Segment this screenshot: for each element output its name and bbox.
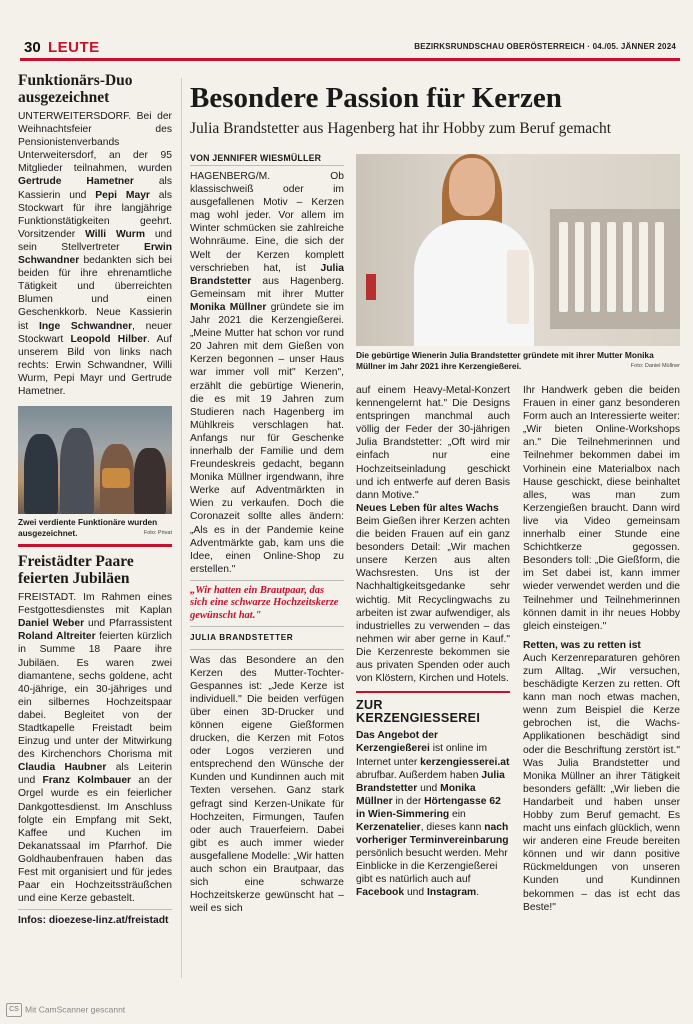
byline-rule (190, 165, 344, 166)
article2-title: Freistädter Paare feierten Jubiläen (18, 553, 134, 588)
candle (639, 222, 648, 312)
candle (575, 222, 584, 312)
article1-photo (18, 406, 172, 514)
person-head (449, 158, 495, 216)
info-rule (18, 909, 172, 910)
col2-subheading: Neues Leben für altes Wachs (356, 502, 499, 514)
main-photo (356, 154, 680, 346)
paper-name-date: BEZIRKSRUNDSCHAU OBERÖSTERREICH · 04./05. JÄNNER 2024 (414, 42, 676, 51)
info-box-body: Das Angebot der Kerzengießerei ist online im Internet unter kerzengiesserei.at abrufbar. Außerdem haben Julia Brandstetter und Monika Müllner in der Hörtengasse 62 in Wien-Simmering ein Kerzenatelier, dieses kann nach vorheriger Terminvereinbarung persönlich besucht werden. Mehr Einblicke in die Kerzengießerei gibt es natürlich auch auf Facebook und Instagram. (356, 730, 510, 899)
person-figure (134, 448, 166, 514)
quote-rule-bottom (190, 626, 344, 627)
main-photo-credit: Foto: Daniel Müllner (630, 362, 680, 369)
candle (591, 222, 600, 312)
article1-body: UNTERWEITERSDORF. Bei der Weihnachtsfeier des Pensionistenverbands Unterweitersdorf, an der 95 Mitglieder teilnahmen, wurden Gertrude Hametner als Kassierin und Pepi Mayr als Stockwart für ihre langjährige Funktionstätigkeiten geehrt. Vorsitzender Willi Wurm und sein Stellvertreter Erwin Schwandner bedankten sich bei beiden für ihre ehrenamtliche Tätigkeit und überreichten Blumen und einen Geschenkkorb. Neue Kassierin ist Inge Schwandner, neuer Stockwart Leopold Hilber. Auf unserem Bild von links nach rechts: Erwin Schwandner, Willi Wurm, Pepi Mayr und Gertrude Hametner. (18, 111, 172, 397)
scanner-watermark (6, 1003, 125, 1017)
article-divider (18, 544, 172, 547)
pull-quote: „Wir hatten ein Brautpaar, das sich eine schwarze Hochzeitskerze gewünscht hat." (190, 584, 339, 621)
candle (559, 222, 568, 312)
quote-author-rule (190, 649, 344, 650)
watermark-text: Mit CamScanner gescannt (25, 1004, 126, 1015)
article1-photo-credit: Foto: Privat (143, 529, 172, 536)
section-title: LEUTE (48, 39, 100, 56)
main-photo-caption: Die gebürtige Wienerin Julia Brandstetter gründete mit ihrer Mutter Monika Müllner im Jahr 2021 ihre Kerzengießerei. Foto: Daniel Müllner (356, 350, 680, 371)
byline: VON JENNIFER WIESMÜLLER (190, 153, 322, 163)
gift-basket (102, 468, 130, 488)
box-rule (356, 691, 510, 693)
main-column-3 (523, 384, 680, 914)
article2-info-link[interactable]: Infos: dioezese-linz.at/freistadt (18, 915, 169, 927)
main-subheadline: Julia Brandstetter aus Hagenberg hat ihr Hobby zum Beruf gemacht (190, 120, 612, 137)
candle (607, 222, 616, 312)
main-col3-text-b: Auch Kerzenreparaturen gehören zum Alltag. „Wir versuchen, beschädigte Kerzen zu retten. Oft kann man noch etwas machen, wenn zum Beispiel die Kerze gebrochen ist, die Wachs-Applikationen beschädigt sind oder die Beschriftung zerstört ist." Was Julia Brandstetter und Monika Müllner an ihrer Tätigkeit besonders gefällt: „Wir lieben die Handarbeit und haben unser Hobby zum Beruf gemacht. Es macht uns einfach glücklich, wenn wir anderen eine Freude bereiten können und wir dann positive Rückmeldungen von unseren Kunden und Kundinnen bekommen – das ist echt das Beste!" (523, 652, 680, 913)
main-col1-text-a: HAGENBERG/M. Ob klassischweiß oder im ausgefallenen Motiv – Kerzen mag wohl jeder. Vor allem im Winter schmücken sie zahlreiche Wohnräume. Eine, die sich der Welt der Kerzen komplett verschrieben hat, ist Julia Brandstetter aus Hagenberg. Gemeinsam mit ihrer Mutter Monika Müllner gründete sie im Jahr 2021 die Kerzengießerei. „Meine Mutter hat schon vor rund 20 Jahren mit dem Gießen von Kerzen begonnen – unser Haus war immer voll mit" Kerzen", erzählt die gebürtige Wienerin, die es mit 19 Jahren zum Studieren nach Hagenberg im Mühlkreis verschlagen hat. Anfangs nur für Geschenke innerhalb der Familie und dem Freundeskreis gedacht, begann Monika Müllner irgendwann, ihre Werke auf Adventmärkten in Wien zu verkaufen. Doch die Coronazeit sollte alles ändern: „Als es in der Pandemie keine Adventmärkte gab, kam uns die Idee, einen Online-Shop zu erstellen." (190, 171, 344, 575)
page-header (14, 40, 680, 56)
red-can (366, 274, 376, 300)
main-col3-text-a: Ihr Handwerk geben die beiden Frauen in einer ganz besonderen Form auch an Interessierte weiter: „Wir bieten Online-Workshops an." Die Teilnehmerinnen und Teilnehmer bekommen dabei im Vorhinein eine Materialbox nach Hause geschickt, diese beinhaltet alles, was man zum Kerzengießen braucht. Dann wird live via Video gemeinsam innerhalb einer Stunde eine Schichtkerze gegossen. Besonders toll: „Die Gießform, die im Set dabei ist, kann immer wieder verwendet werden und die Teilnehmer und Teilnehmerinnen können damit in ihr neues Hobby gleich einsteigen." (523, 385, 680, 632)
article1-title: Funktionärs-Duo ausgezeichnet (18, 72, 133, 106)
candle (655, 222, 664, 312)
main-col1-text-b: Was das Besondere an den Kerzen des Mutter-Tochter-Gespannes ist: „Jede Kerze ist individuell." Die beiden verfügen über einen 3D-Drucker und können eigene Gießformen drucken, die Kerzen mit Fotos oder Logos verzieren und entsprechend den Wünsche der Kunden und Kundinnen auch mit Texten versehen. Ganz stark gefragt sind Kerzen-Unikate für Hochzeiten, Firmungen, Taufen oder auch Trauerfeiern. Dabei gibt es auch immer wieder ausgefallene Modelle: „Wir hatten auch schon ein Brautpaar, das sich eine schwarze Hochzeitskerze gewünscht hat – weil es sich (190, 654, 344, 915)
main-col2-text-a: auf einem Heavy-Metal-Konzert kennengelernt hat." Die Designs entspringen manchmal auch völlig der Feder der 30-jährigen Julia Brandstetter: „Oft wird mir einfach nur eine Hochzeitseinladung geschickt und ich entwerfe auf deren Basis dann Motive." (356, 385, 510, 501)
main-col2-text-b: Beim Gießen ihrer Kerzen achten die beiden Frauen auf ein ganz besonders Detail: „Wir machen unsere Kerzen aus alten Wachsresten. Uns ist der Nachhaltigkeitsgedanke sehr wichtig. Mit Recyclingwachs zu arbeiten ist zwar aufwendiger, als industrielles zu verwenden – das nehmen wir aber gerne in Kauf." Die Kerzenreste bekommen sie aus privaten Spenden oder auch von Klöstern, Kirchen und Hotels. (356, 515, 510, 685)
column-divider (181, 78, 182, 978)
person-figure (60, 428, 94, 514)
col3-subheading: Retten, was zu retten ist (523, 639, 641, 651)
candle (623, 222, 632, 312)
person-figure (24, 434, 58, 514)
article1-caption: Zwei verdiente Funktionäre wurden ausgezeichnet. Foto: Privat (18, 517, 172, 538)
candle-held (507, 250, 529, 324)
main-column-1 (190, 170, 344, 915)
main-column-2 (356, 384, 510, 900)
quote-rule-top (190, 580, 344, 581)
article2-body: FREISTADT. Im Rahmen eines Festgottesdienstes mit Kaplan Daniel Weber und Pfarrassistent Roland Altreiter feierten kürzlich in Summe 18 Paare ihre Jubiläen. Es waren zwei diamantene, sechs goldene, acht 40-jährige, ein 30-jähriges und ein silbernes Hochzeitspaar dabei. Begleitet von der Stadtkapelle Freistadt beim Einzug und unter der Mitwirkung des Kirchenchors Chorisma mit Claudia Haubner als Leiterin und Franz Kolmbauer an der Orgel wurde es ein feierlicher Dankgottesdienst. Im Anschluss folgte ein Empfang mit Sekt, Kaffee und Kuchen im Dekanatssaal im Pfarrhof. Die Goldhaubenfrauen haben das Fest mit organisiert und für jedes Paar ein Hochzeitssträußchen und eine Kerze gebastelt. (18, 592, 173, 905)
page-number: 30 (24, 39, 41, 56)
quote-author: JULIA BRANDSTETTER (190, 633, 294, 643)
main-headline: Besondere Passion für Kerzen (190, 82, 562, 114)
header-rule (20, 58, 680, 61)
camscanner-logo-icon: CS (6, 1003, 22, 1017)
info-box-title: ZUR KERZENGIESSEREI (356, 698, 481, 726)
left-column (18, 72, 172, 927)
